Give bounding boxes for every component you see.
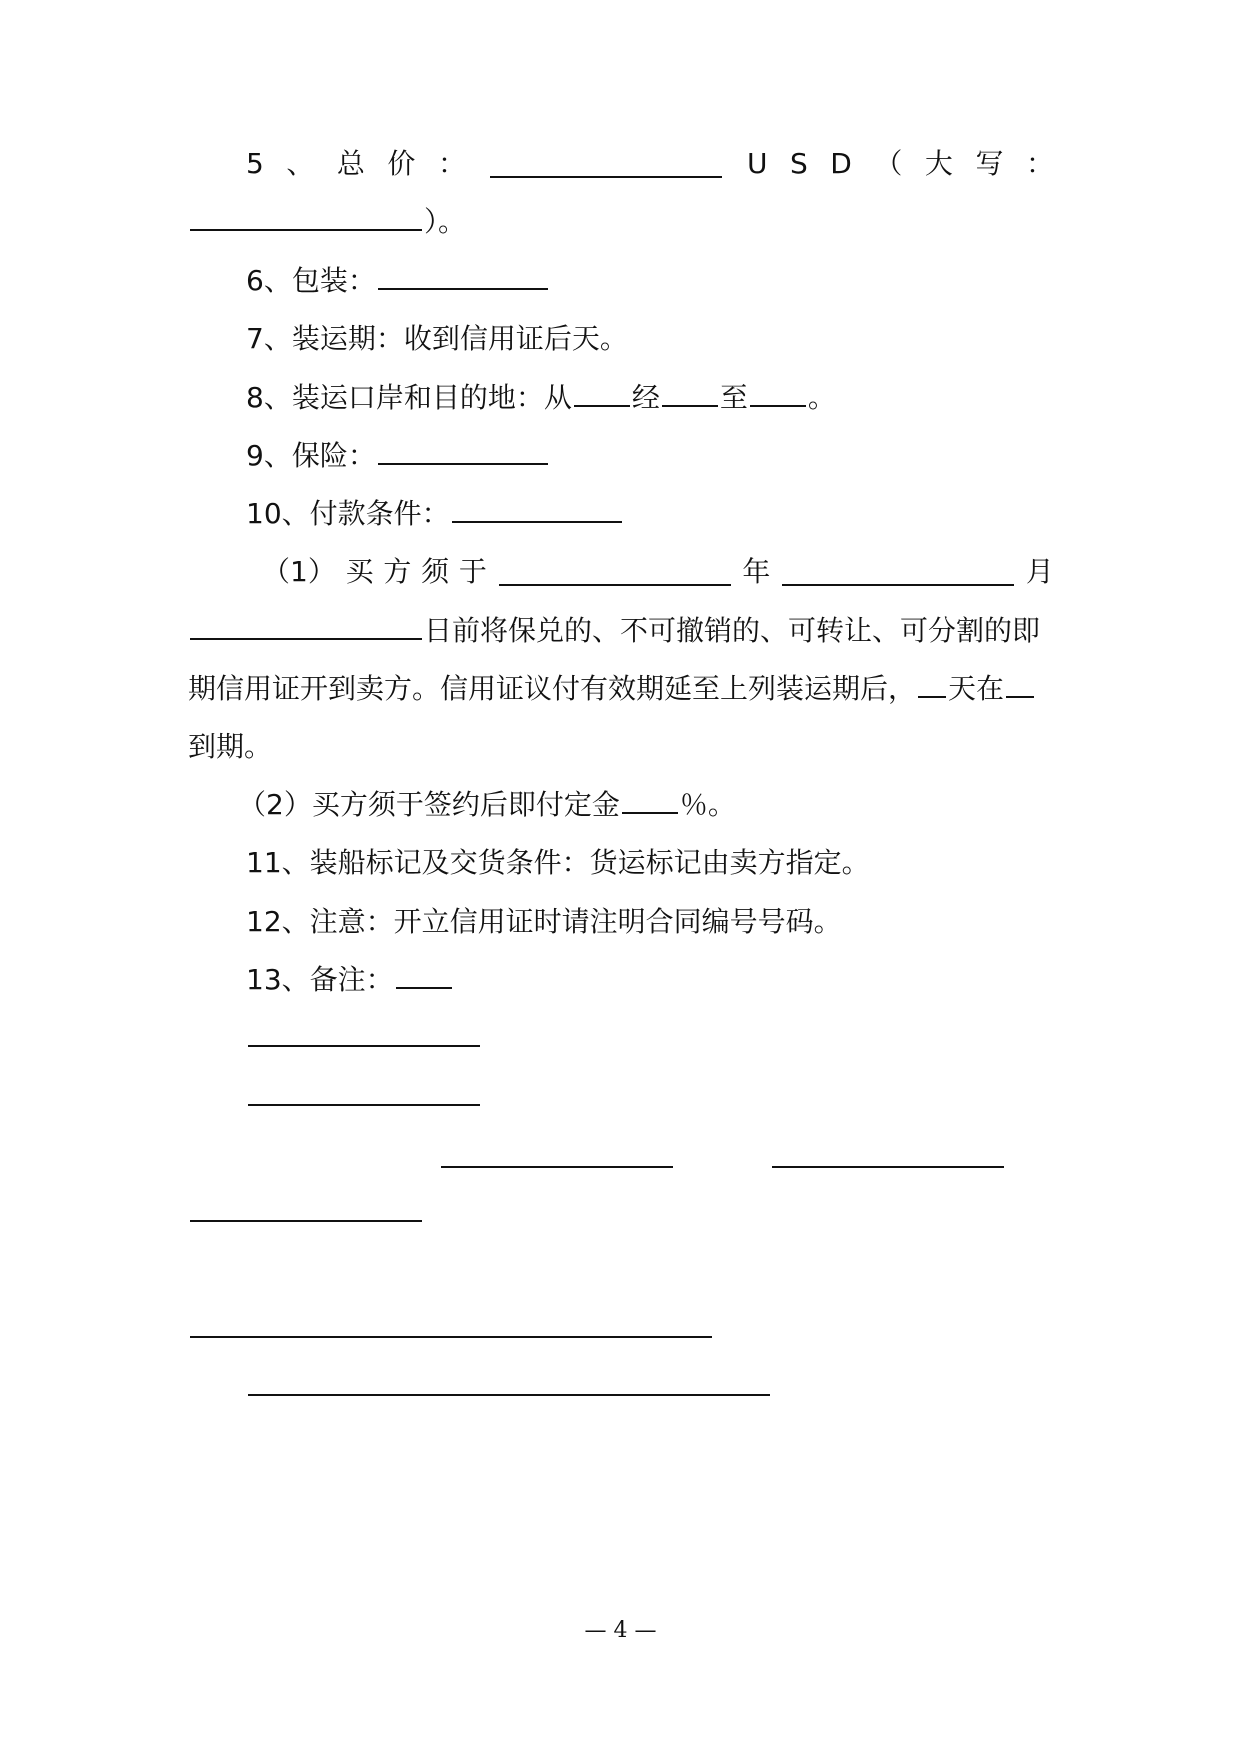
item-text: 11、装船标记及交货条件：货运标记由卖方指定。 <box>246 846 870 879</box>
colon: ： <box>437 147 466 180</box>
date-day-blank[interactable] <box>190 1194 422 1222</box>
currency-letter: D <box>830 147 852 180</box>
item-11-marks <box>246 838 1054 888</box>
item-10-payment <box>246 489 1054 539</box>
item-6-packing <box>246 256 1054 306</box>
packing-blank[interactable] <box>378 262 548 290</box>
item-number: 5 <box>246 147 264 180</box>
contract-title-line <box>188 1246 1054 1296</box>
item-13-remarks <box>246 955 1054 1005</box>
percent-label: ％。 <box>679 788 736 821</box>
place-blank[interactable] <box>1006 670 1034 698</box>
sub-number: （1） <box>262 555 336 588</box>
item-10-1-line1 <box>262 547 1054 597</box>
item-10-2 <box>238 780 1054 830</box>
text-char: 方 <box>383 555 412 588</box>
separator: 、 <box>286 147 315 180</box>
date-year-blank[interactable] <box>441 1140 673 1168</box>
party-a-label <box>898 1246 1054 1296</box>
contract-title <box>188 1246 728 1296</box>
label-char: 价 <box>387 147 416 180</box>
item-label: 6、包装： <box>246 264 376 297</box>
item-10-1-line4 <box>188 722 1054 772</box>
deposit-blank[interactable] <box>622 786 678 814</box>
month-blank[interactable] <box>782 558 1014 586</box>
item-7-shipment <box>246 314 1054 364</box>
currency-letter: U <box>746 147 768 180</box>
label-char: 总 <box>336 147 365 180</box>
port-via-blank[interactable] <box>662 379 718 407</box>
item-9-insurance <box>246 431 1054 481</box>
port-to-blank[interactable] <box>750 379 806 407</box>
buyer-line <box>246 1072 1054 1122</box>
colon: ： <box>1025 147 1054 180</box>
year-blank[interactable] <box>499 558 731 586</box>
payment-blank[interactable] <box>452 495 622 523</box>
text-char: 买 <box>345 555 374 588</box>
remarks-blank[interactable] <box>396 961 452 989</box>
page-number: — 4 — <box>584 1618 657 1643</box>
open-paren: （ <box>874 147 903 180</box>
party-b-line <box>246 1362 1054 1412</box>
insurance-blank[interactable] <box>378 437 548 465</box>
currency-letter: S <box>790 147 808 180</box>
days-blank[interactable] <box>918 670 946 698</box>
item-text: 天在 <box>948 672 1005 705</box>
item-text: 期信用证开到卖方。信用证议付有效期延至上列装运期后， <box>188 672 917 705</box>
year-label: 年 <box>742 555 771 588</box>
party-a-line <box>188 1304 1054 1354</box>
item-text: 7、装运期：收到信用证后天。 <box>246 322 628 355</box>
amount-in-words-blank[interactable] <box>190 203 422 231</box>
label-char: 大 <box>924 147 953 180</box>
party-b-blank[interactable] <box>248 1368 770 1396</box>
via-label: 经 <box>631 381 660 414</box>
item-10-1-line3 <box>188 664 1054 714</box>
party-a-blank[interactable] <box>190 1310 712 1338</box>
day-blank[interactable] <box>190 612 422 640</box>
item-8-ports <box>246 373 1054 423</box>
seller-line <box>246 1013 1054 1063</box>
item-12-notice <box>246 897 1054 947</box>
month-label: 月 <box>1025 555 1054 588</box>
item-10-1-line2 <box>188 606 1054 656</box>
item-label: 10、付款条件： <box>246 497 450 530</box>
close-paren: ）。 <box>424 205 467 238</box>
date-month-blank[interactable] <box>772 1140 1004 1168</box>
text-char: 于 <box>458 555 487 588</box>
label-char: 写 <box>975 147 1004 180</box>
text-char: 须 <box>421 555 450 588</box>
item-5-total-price <box>246 139 1054 189</box>
item-label: 8、装运口岸和目的地：从 <box>246 381 572 414</box>
date-line <box>296 1129 1054 1179</box>
item-text: 12、注意：开立信用证时请注明合同编号号码。 <box>246 905 842 938</box>
buyer-blank[interactable] <box>248 1078 480 1106</box>
date-day-line <box>188 1188 1054 1238</box>
period: 。 <box>807 381 836 414</box>
to-label: 至 <box>719 381 748 414</box>
item-text: 到期。 <box>188 730 273 763</box>
item-label: 13、备注： <box>246 963 394 996</box>
item-label: 9、保险： <box>246 439 376 472</box>
item-text: 日前将保兑的、不可撤销的、可转让、可分割的即 <box>424 614 1041 647</box>
total-price-blank[interactable] <box>490 150 722 178</box>
seller-blank[interactable] <box>248 1019 480 1047</box>
item-text: （2）买方须于签约后即付定金 <box>238 788 620 821</box>
item-5-amount-in-words <box>188 197 1054 247</box>
port-from-blank[interactable] <box>574 379 630 407</box>
